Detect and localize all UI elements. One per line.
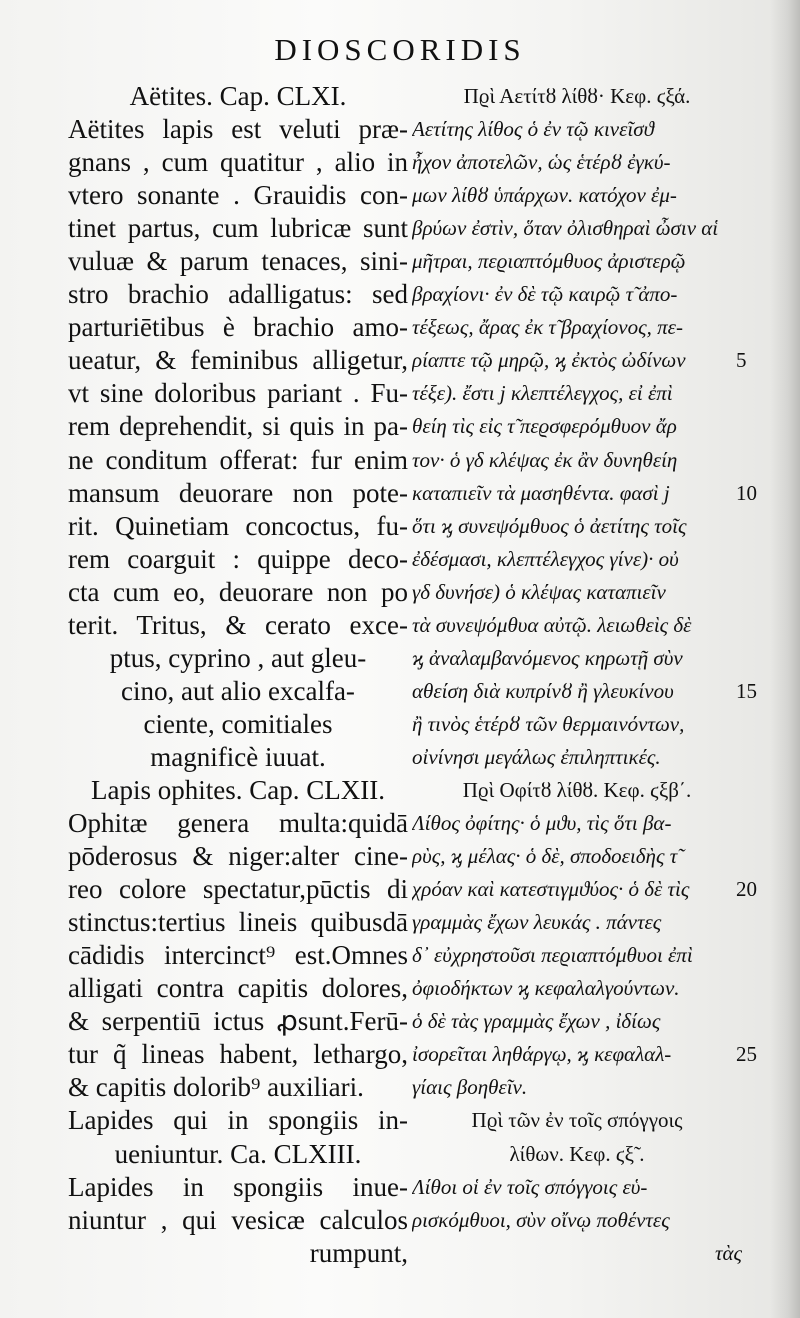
margin-line-number: 20: [736, 877, 757, 902]
latin-text-line: alligati contra capitis dolores,: [68, 973, 408, 1004]
latin-text-line: cādidis intercinct⁹ est.Omnes: [68, 940, 408, 971]
greek-text-line: μῆτραι, πεϱιαπτόμθυος ἀριστερῷ: [412, 249, 686, 274]
greek-text-line: τον· ὁ γδ κλέψας ἐκ ἂν δυνηθείη: [412, 447, 678, 472]
greek-text-line: τέξε). ἔστι ϳ κλεπτέλεγχος, εἰ ἐπὶ: [412, 381, 673, 406]
latin-text-line: terit. Tritus, & cerato exce-: [68, 609, 408, 640]
latin-text-line: ptus, cyprino , aut gleu-: [109, 642, 367, 673]
greek-text-line: δ᾽ εὐχρηστοῦσι πεϱιαπτόμθυοι ἐπὶ: [412, 943, 693, 968]
greek-text-line: καταπιεῖν τὰ μασηθέντα. φασὶ ϳ: [412, 480, 670, 505]
greek-text-line: Λίθος ὀφίτης· ὁ μϑυ, τὶς ὅτι βα-: [412, 811, 672, 836]
latin-text-line: rem coarguit : quippe deco-: [68, 543, 408, 574]
margin-line-number: 15: [736, 678, 757, 703]
greek-text-line: ἰσορεῖται ληθάργῳ, ϗ κεφαλαλ-: [412, 1042, 672, 1067]
latin-text-line: Lapis ophites. Cap. CLXII.: [91, 774, 385, 805]
latin-text-column: [68, 80, 408, 1270]
greek-text-line: γδ δυνήσε) ὁ κλέψας καταπιεῖν: [412, 579, 666, 604]
greek-text-line: τέξεως, ἄρας ἐκ τ̃ βραχίονος, πε-: [412, 315, 683, 340]
latin-text-line: Ophitæ genera multa:quidā: [68, 808, 408, 839]
latin-text-line: & serpentiū ictus ꝓsunt.Ferū-: [68, 1006, 408, 1037]
latin-text-line: ueatur, & feminibus alligetur,: [68, 345, 408, 376]
latin-text-line: niuntur , qui vesicæ calculos: [68, 1204, 408, 1235]
greek-text-line: θείη τὶς εἰς τ̃ πεϱσφερόμθυον ἄρ: [412, 414, 677, 439]
latin-text-line: mansum deuorare non pote-: [68, 477, 408, 508]
greek-text-line: ἐδέσμασι, κλεπτέλεγχος γίνε)· οὐ: [412, 546, 679, 571]
latin-text-line: vt sine doloribus pariant . Fu-: [68, 378, 408, 409]
latin-text-line: rumpunt,: [309, 1237, 408, 1268]
greek-text-line: ἢ τινὸς ἑτέρȣ τῶν θερμαινόντων,: [412, 711, 685, 736]
latin-text-line: reo colore spectatur,pūctis di: [68, 874, 408, 905]
latin-text-line: Aëtites. Cap. CLXI.: [129, 81, 347, 111]
greek-text-line: τὰς: [714, 1240, 742, 1265]
latin-text-line: rit. Quinetiam concoctus, fu-: [68, 510, 408, 541]
greek-text-line: βραχίονι· ἐν δὲ τῷ καιρῷ τ̃ ἀπο-: [412, 282, 678, 307]
latin-text-line: cta cum eo, deuorare non po: [68, 576, 408, 607]
latin-text-line: tinet partus, cum lubricæ sunt: [68, 213, 408, 244]
greek-text-line: ρὺς, ϗ μέλας· ὁ δὲ, σποδοειδὴς τ̃: [412, 844, 678, 869]
page-edge-shadow: [770, 0, 800, 1318]
greek-text-line: Πϱὶ Οφίτȣ λίθȣ. Κεφ. ϛξβ΄.: [462, 777, 692, 802]
latin-text-line: parturiētibus è brachio amo-: [68, 312, 408, 343]
latin-text-line: Aëtites lapis est veluti præ-: [68, 114, 408, 145]
latin-text-line: vtero sonante . Grauidis con-: [68, 180, 408, 211]
greek-text-line: Λίθοι οἱ ἐν τοῖς σπόγγοις εὑ-: [412, 1174, 648, 1199]
latin-text-line: & capitis dolorib⁹ auxiliari.: [68, 1072, 364, 1103]
greek-text-line: Πϱὶ τῶν ἐν τοῖς σπόγγοις: [471, 1108, 683, 1133]
latin-text-line: tur q̃ lineas habent, lethargo,: [68, 1039, 408, 1070]
latin-text-line: ne conditum offerat: fur enim: [68, 444, 408, 475]
latin-text-line: vuluæ & parum tenaces, sini-: [68, 246, 408, 277]
greek-text-line: ὅτι ϗ συνεψόμθυος ὁ ἀετίτης τοῖς: [412, 513, 687, 538]
margin-line-number: 10: [736, 480, 757, 505]
latin-text-line: Lapides qui in spongiis in-: [68, 1105, 408, 1136]
latin-text-line: stro brachio adalligatus: sed: [68, 279, 408, 310]
greek-text-line: μων λίθȣ ὑπάρχων. κατόχον ἐμ-: [412, 183, 677, 208]
greek-text-line: ὀφιοδήκτων ϗ κεφαλαλγούντων.: [412, 976, 680, 1001]
margin-line-number: 5: [736, 348, 747, 373]
greek-text-line: ϗ ἀναλαμβανόμενος κηρωτῇ σὺν: [412, 645, 683, 670]
latin-text-line: gnans , cum quatitur , alio in: [68, 147, 408, 178]
greek-text-line: Πϱὶ Αετίτȣ λίθȣ· Κεφ. ϛξά.: [463, 84, 691, 108]
greek-text-line: βρύων ἐστὶν, ὅταν ὀλισθηραὶ ὦσιν αἱ: [412, 216, 719, 241]
greek-text-line: ἦχον ἀποτελῶν, ὡς ἑτέρȣ ἐγκύ-: [412, 150, 671, 175]
greek-text-line: λίθων. Κεφ. ϛξ̃ .: [509, 1141, 645, 1166]
latin-text-line: rem deprehendit, si quis in pa-: [68, 411, 408, 442]
greek-text-line: γίαις βοηθεῖν.: [412, 1075, 528, 1100]
greek-text-line: αθείση διὰ κυπρίνȣ ἢ γλευκίνου: [412, 678, 674, 703]
greek-text-line: χρόαν καὶ κατεστιγμϑύος· ὁ δὲ τὶς: [412, 877, 690, 902]
latin-text-line: pōderosus & niger:alter cine-: [68, 841, 408, 872]
latin-text-line: ueniuntur. Ca. CLXIII.: [114, 1138, 362, 1169]
greek-text-line: γραμμὰς ἔχων λευκάς . πάντες: [412, 910, 662, 935]
greek-text-line: ρισκόμθυοι, σὺν οἴνῳ ποθέντες: [412, 1207, 670, 1232]
latin-text-line: Lapides in spongiis inue-: [68, 1171, 408, 1202]
latin-text-line: ciente, comitiales: [143, 708, 333, 739]
greek-text-line: Αετίτης λίθος ὁ ἐν τῷ κινεῖσϑ: [412, 117, 654, 142]
greek-text-line: οἰνίνησι μεγάλως ἐπιληπτικές.: [412, 744, 661, 769]
greek-text-line: ρίαπτε τῷ μηρῷ, ϗ ἐκτὸς ὠδίνων: [412, 348, 686, 373]
greek-text-line: ὁ δὲ τὰς γραμμὰς ἔχων , ἰδίως: [412, 1009, 661, 1034]
page-header-title: DIOSCORIDIS: [274, 32, 526, 67]
greek-text-column: [412, 80, 742, 1270]
latin-text-line: magnificè iuuat.: [150, 741, 326, 772]
latin-text-line: cino, aut alio excalfa-: [121, 675, 355, 706]
margin-line-number: 25: [736, 1042, 757, 1067]
greek-text-line: τὰ συνεψόμθυα αὐτῷ. λειωθεὶς δὲ: [412, 612, 692, 637]
latin-text-line: stinctus:tertius lineis quibusdā: [68, 907, 408, 938]
